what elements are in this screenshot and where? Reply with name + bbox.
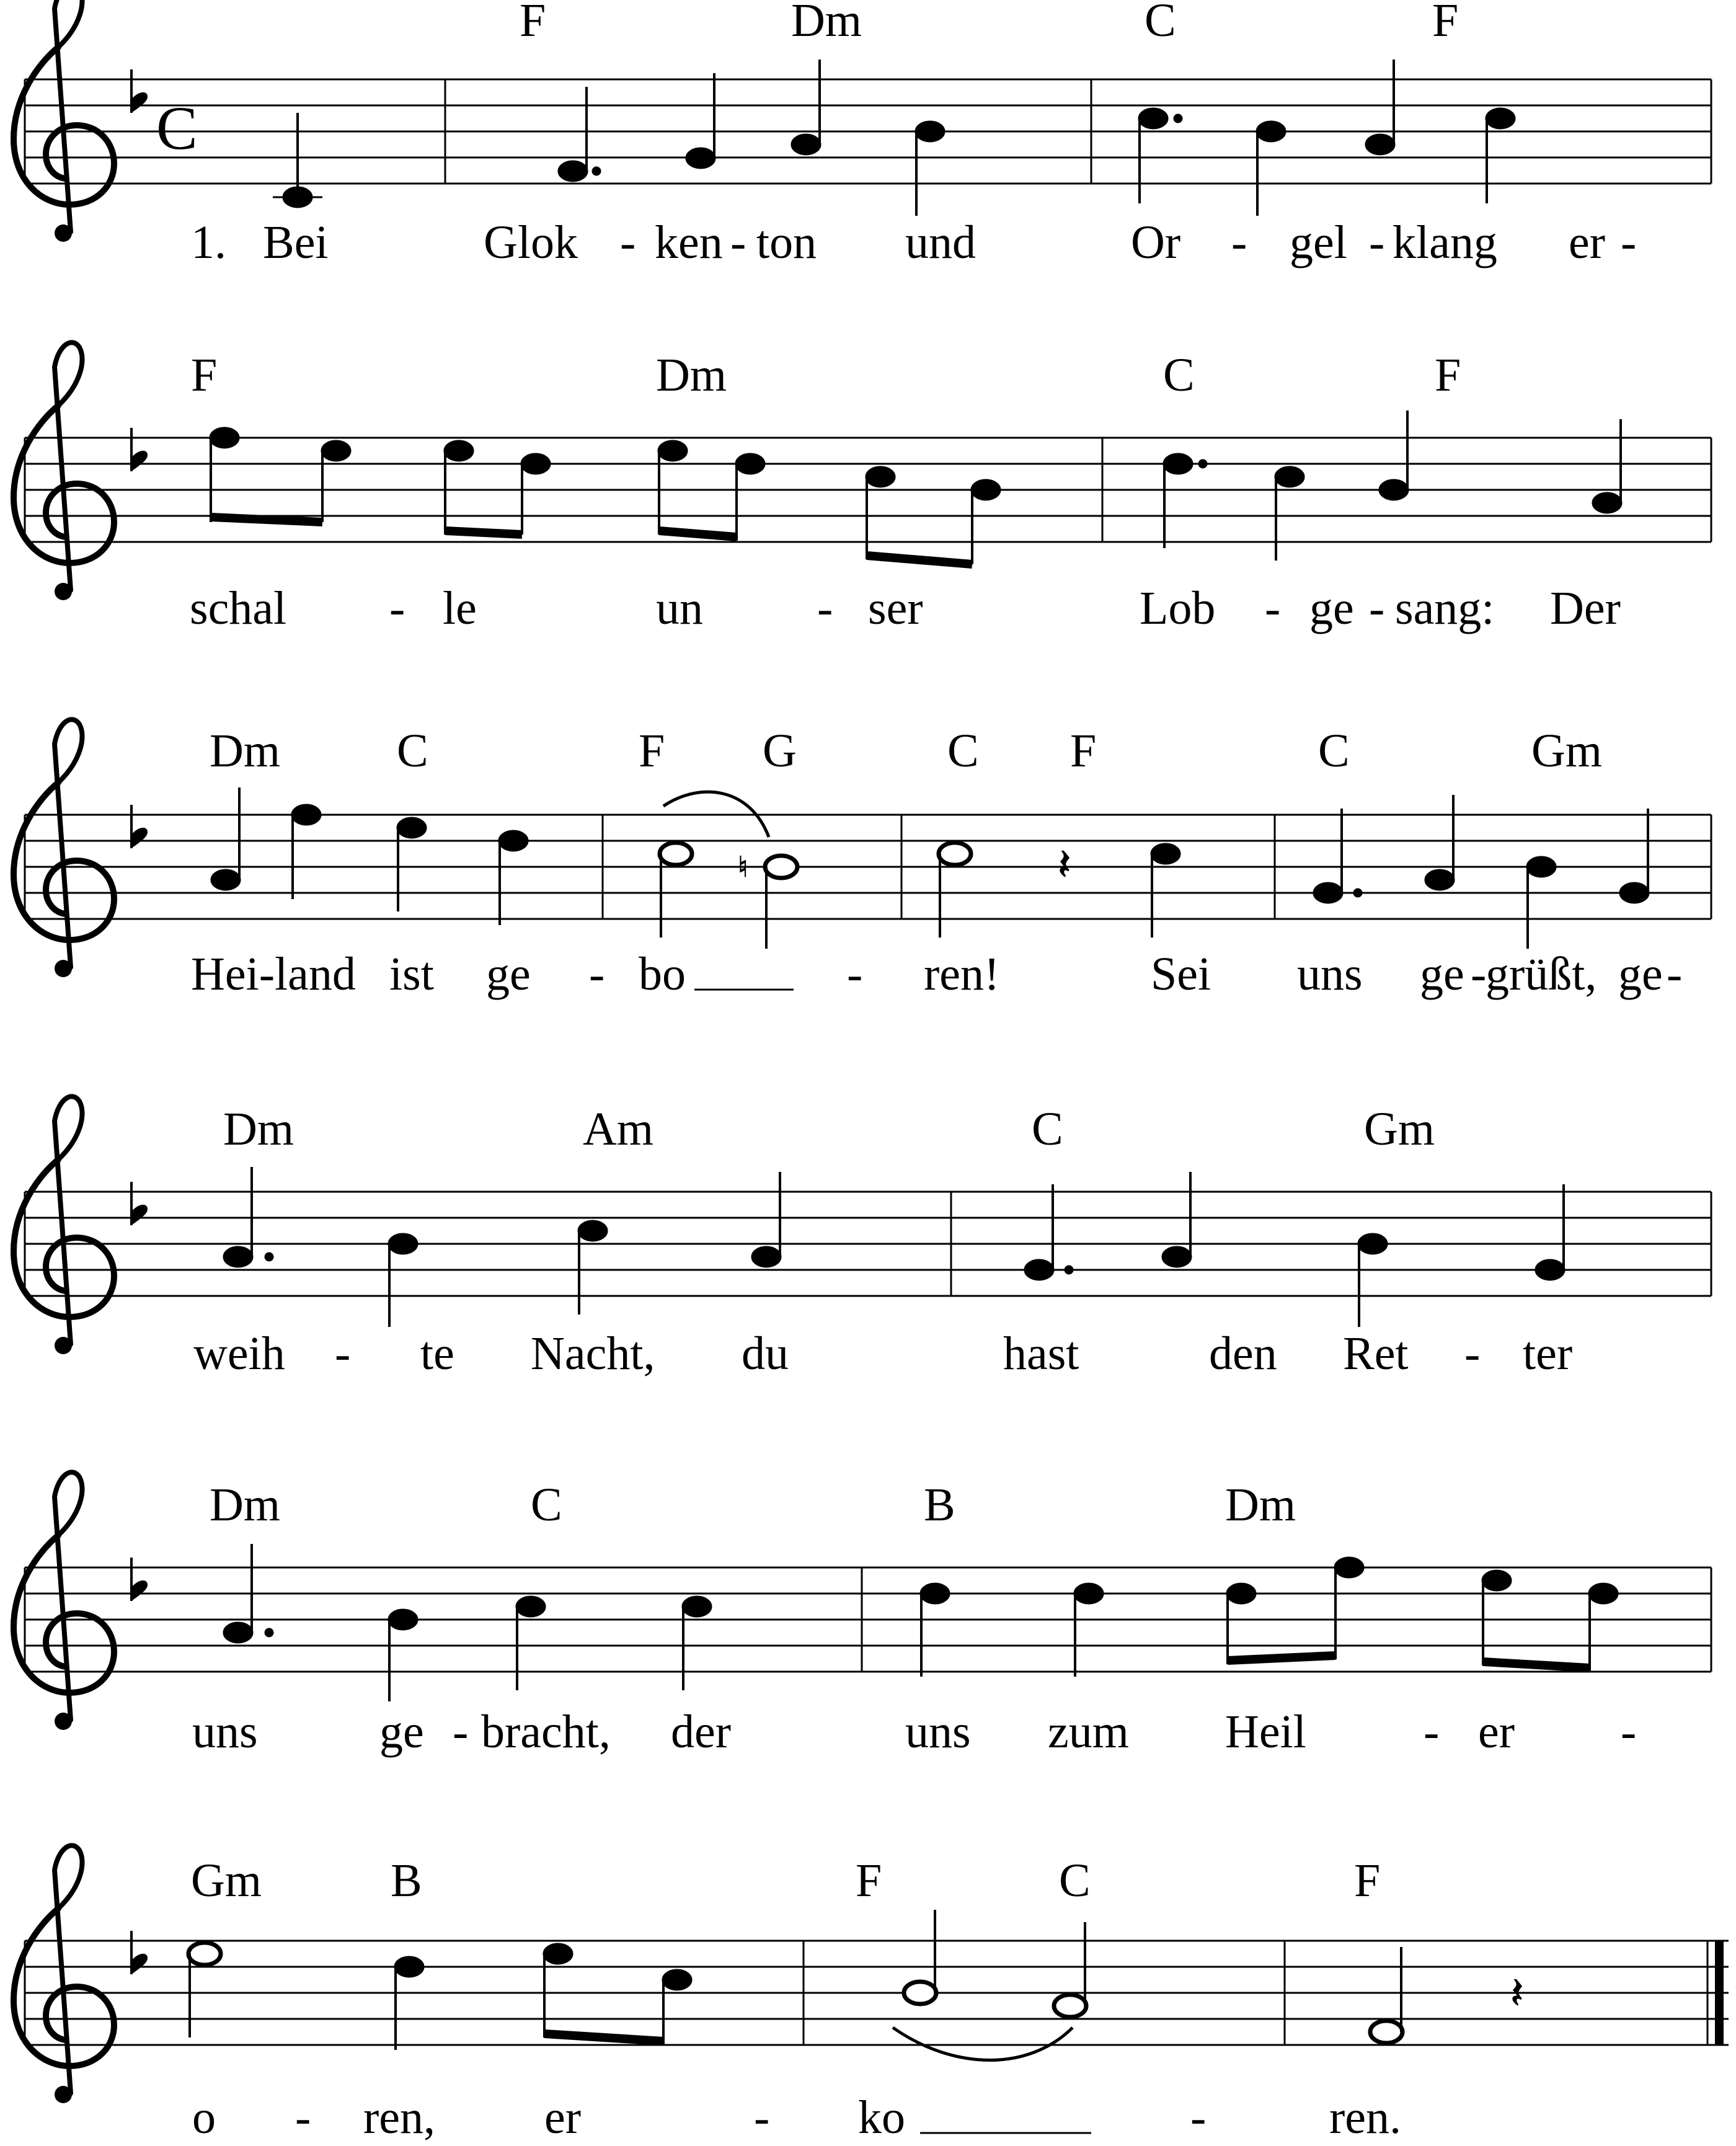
lyric: -	[389, 582, 405, 634]
lyric: bracht,	[481, 1706, 611, 1758]
chord: C	[1145, 0, 1176, 47]
staff-lines	[25, 1567, 1711, 1672]
chord: Dm	[656, 349, 727, 401]
lyric: -	[1667, 948, 1683, 1000]
chord: C	[947, 725, 979, 777]
lyric: uns	[192, 1706, 258, 1758]
staff-lines	[25, 1941, 1729, 2045]
lyric: te	[420, 1328, 454, 1380]
lyric: -	[453, 1706, 469, 1758]
lyric: -	[1471, 948, 1487, 1000]
chord: C	[1032, 1103, 1063, 1155]
lyric: ton	[756, 216, 817, 268]
lyric: er	[1569, 216, 1606, 268]
chord: C	[1163, 349, 1195, 401]
chord: Dm	[210, 1479, 280, 1531]
lyric: ge	[1420, 948, 1464, 1000]
lyric: Ret	[1343, 1328, 1409, 1380]
lyric: ge	[379, 1706, 424, 1758]
chord: Dm	[210, 725, 280, 777]
staff-lines	[25, 1192, 1711, 1296]
lyric: schal	[190, 582, 287, 634]
lyric: Hei-land	[191, 948, 356, 1000]
lyric: weih	[193, 1328, 285, 1380]
lyric: Or	[1131, 216, 1181, 268]
lyric: er	[544, 2091, 582, 2144]
lyric: -	[1231, 216, 1247, 268]
lyric: -	[1621, 216, 1637, 268]
lyric: ren!	[924, 948, 1000, 1000]
lyric: ge	[486, 948, 531, 1000]
chord: B	[924, 1479, 955, 1531]
chord: Dm	[791, 0, 862, 47]
lyric: sang:	[1395, 582, 1495, 634]
lyric: -	[620, 216, 636, 268]
lyric: zum	[1048, 1706, 1129, 1758]
lyric: -	[335, 1328, 351, 1380]
lyric: er	[1478, 1706, 1515, 1758]
lyric: und	[905, 216, 976, 268]
lyric: 1.	[191, 216, 226, 268]
lyric: -	[1369, 216, 1385, 268]
final-barline	[1715, 1941, 1724, 2045]
notes	[273, 60, 1515, 216]
lyric: -	[1621, 1706, 1637, 1758]
lyric: Heil	[1225, 1706, 1306, 1758]
lyric: Glok	[484, 216, 578, 268]
lyric: -	[847, 948, 863, 1000]
chord: Gm	[191, 1855, 262, 1907]
lyric: der	[671, 1706, 732, 1758]
lyric: du	[742, 1328, 789, 1380]
staff-lines	[25, 79, 1711, 184]
lyric: un	[656, 582, 703, 634]
lyric: uns	[905, 1706, 971, 1758]
lyric: ge	[1618, 948, 1663, 1000]
chord: F	[191, 349, 218, 401]
lyric: o	[192, 2091, 216, 2144]
lyric: ge	[1309, 582, 1354, 634]
treble-clef-icon	[14, 1845, 114, 2103]
chord: Dm	[223, 1103, 294, 1155]
lyric: bo	[639, 948, 686, 1000]
lyric: ko	[858, 2091, 905, 2144]
lyric: grüßt,	[1486, 948, 1597, 1000]
lyric: klang	[1393, 216, 1497, 268]
lyric: ken	[655, 216, 723, 268]
treble-clef-icon	[14, 1472, 114, 1730]
lyric: le	[443, 582, 477, 634]
chord: F	[1435, 349, 1461, 401]
lyric: -	[817, 582, 833, 634]
chord: F	[639, 725, 665, 777]
chord: F	[1070, 725, 1097, 777]
lyric: ser	[868, 582, 923, 634]
lyric: -	[295, 2091, 311, 2144]
lyric: Lob	[1140, 582, 1216, 634]
chord: G	[763, 725, 797, 777]
notes	[188, 1910, 1523, 2060]
lyric: den	[1209, 1328, 1277, 1380]
lyric: -	[1464, 1328, 1481, 1380]
chord: F	[1354, 1855, 1381, 1907]
lyric: -	[730, 216, 746, 268]
chord: F	[856, 1855, 882, 1907]
chord: B	[391, 1855, 422, 1907]
rest-icon: 𝄽	[1510, 1970, 1524, 2018]
treble-clef-icon	[14, 719, 114, 977]
lyric: ter	[1523, 1328, 1573, 1380]
chord: C	[531, 1479, 562, 1531]
lyric: -	[1190, 2091, 1207, 2144]
notes	[211, 787, 1649, 949]
lyric: Sei	[1151, 948, 1211, 1000]
lyric: Bei	[263, 216, 329, 268]
chord: Gm	[1364, 1103, 1435, 1155]
treble-clef-icon	[14, 1096, 114, 1354]
chord: F	[1432, 0, 1459, 47]
lyric: -	[589, 948, 605, 1000]
lyric: -	[754, 2091, 770, 2144]
chord: Dm	[1225, 1479, 1296, 1531]
chord: Am	[583, 1103, 653, 1155]
common-time-icon: C	[156, 94, 198, 162]
lyric: ren.	[1329, 2091, 1402, 2144]
lyric: Der	[1550, 582, 1621, 634]
chord: C	[1318, 725, 1350, 777]
lyric: uns	[1297, 948, 1363, 1000]
chord: C	[1059, 1855, 1091, 1907]
lyric: Nacht,	[531, 1328, 655, 1380]
chord: C	[397, 725, 428, 777]
rest-icon: 𝄽	[1058, 841, 1071, 889]
lyric: hast	[1003, 1328, 1079, 1380]
chord: Gm	[1531, 725, 1602, 777]
lyric: -	[1424, 1706, 1440, 1758]
lyric: ist	[389, 948, 434, 1000]
lyric: ren,	[363, 2091, 436, 2144]
treble-clef-icon	[14, 342, 114, 600]
lyric: -	[1369, 582, 1385, 634]
treble-clef-icon	[14, 0, 114, 242]
lyric: -	[1265, 582, 1281, 634]
chord: F	[520, 0, 546, 47]
staff-lines	[25, 815, 1711, 919]
natural-icon: ♮	[738, 851, 748, 883]
lyric: gel	[1290, 216, 1347, 268]
